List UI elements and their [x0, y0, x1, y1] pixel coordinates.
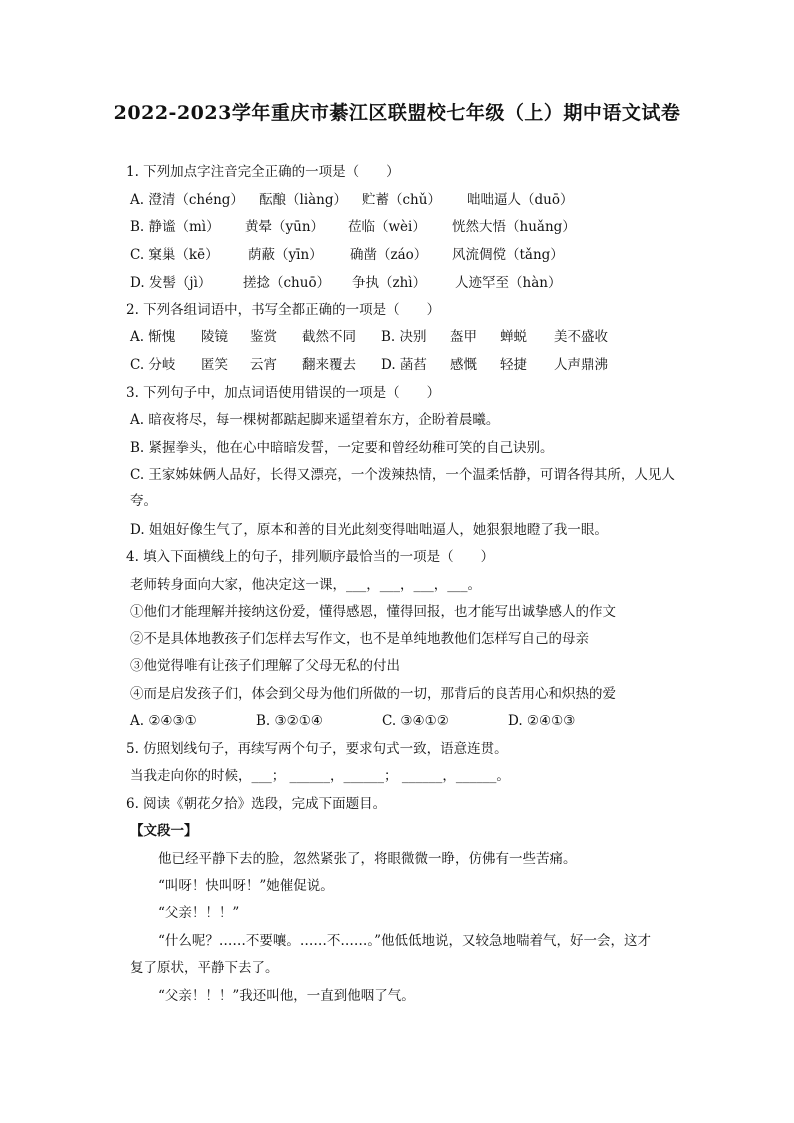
question-4-sentence-1: ①他们才能理解并接纳这份爱，懂得感恩，懂得回报，也才能写出诚挚感人的作文	[130, 604, 616, 620]
page-title: 2022-2023学年重庆市綦江区联盟校七年级（上）期中语文试卷	[113, 102, 681, 124]
option-c-item-1: C. 窠巢（kē）	[130, 247, 219, 263]
passage-paragraph-4-line-1: “什么呢？……不要嚷。……不……。”他低低地说，又较急地喘着气，好一会，这才	[158, 933, 652, 949]
option-a-word-3: 鉴赏	[250, 329, 277, 345]
option-a-item-2: 酝酿（liàng）	[259, 192, 348, 208]
option-a-item-4: 咄咄逼人（duō）	[467, 192, 574, 208]
option-b-word-1: B. 决别	[381, 329, 427, 345]
option-b-item-2: 黄晕（yūn）	[245, 219, 325, 235]
option-a-word-1: A. 惭愧	[130, 329, 176, 345]
option-b-item-4: 恍然大悟（huǎng）	[452, 219, 576, 235]
option-c-item-2: 荫蔽（yīn）	[248, 247, 323, 263]
option-b-word-3: 蝉蜕	[500, 329, 527, 345]
option-c-word-1: C. 分岐	[130, 357, 176, 373]
option-d-item-4: 人迹罕至（hàn）	[455, 275, 562, 291]
option-b-word-2: 盔甲	[450, 329, 477, 345]
question-4-sentence-3: ③他觉得唯有让孩子们理解了父母无私的付出	[130, 658, 400, 674]
option-c-word-2: 匿笑	[201, 357, 228, 373]
option-c-item-4: 风流倜傥（tǎng）	[452, 247, 564, 263]
option-d-word-4: 人声鼎沸	[554, 357, 608, 373]
option-a-item-1: A. 澄清（chéng）	[130, 192, 244, 208]
option-b-item-3: 莅临（wèi）	[348, 219, 426, 235]
question-4-option-b: B. ③②①④	[256, 713, 323, 729]
option-a-word-2: 陵镜	[201, 329, 228, 345]
option-b-item-1: B. 静谧（mì）	[130, 219, 220, 235]
question-4-lead: 老师转身面向大家，他决定这一课，___，___，___，___。	[130, 577, 481, 593]
passage-paragraph-4-line-2: 复了原状，平静下去了。	[130, 960, 279, 976]
option-a-item-3: 贮蓄（chǔ）	[362, 192, 441, 208]
option-d-word-1: D. 菡萏	[381, 357, 427, 373]
option-a-word-4: 截然不同	[302, 329, 356, 345]
section-heading: 【文段一】	[130, 823, 198, 839]
option-c-item-3: 确凿（záo）	[350, 247, 428, 263]
question-4-option-d: D. ②④①③	[508, 713, 576, 729]
question-3-option-d: D. 姐姐好像生气了，原本和善的目光此刻变得咄咄逼人，她狠狠地瞪了我一眼。	[130, 522, 608, 538]
option-b-word-4: 美不盛收	[554, 329, 608, 345]
option-d-item-2: 搓捻（chuō）	[243, 275, 331, 291]
question-4-sentence-2: ②不是具体地教孩子们怎样去写作文，也不是单纯地教他们怎样写自己的母亲	[130, 631, 589, 647]
option-d-item-1: D. 发髻（jì）	[130, 275, 212, 291]
question-4-sentence-4: ④而是启发孩子们，体会到父母为他们所做的一切，那背后的良苦用心和炽热的爱	[130, 686, 616, 702]
option-c-word-4: 翻来覆去	[302, 357, 356, 373]
option-c-word-3: 云宵	[250, 357, 277, 373]
passage-paragraph-1: 他已经平静下去的脸，忽然紧张了，将眼微微一睁，仿佛有一些苦痛。	[158, 851, 577, 867]
question-3-option-c-line-2: 夸。	[130, 493, 157, 509]
question-3-option-c-line-1: C. 王家姊妹俩人品好，长得又漂亮，一个泼辣热情，一个温柔恬静，可谓各得其所，人见人	[130, 467, 675, 483]
question-4-option-a: A. ②④③①	[130, 713, 197, 729]
question-3-option-a: A. 暗夜将尽，每一棵树都踮起脚来遥望着东方，企盼着晨曦。	[130, 412, 500, 428]
option-d-word-3: 轻捷	[500, 357, 527, 373]
question-6-stem: 6. 阅读《朝花夕拾》选段，完成下面题目。	[126, 796, 387, 812]
question-5-fill-line: 当我走向你的时候，___； ______，______； ______，______。	[130, 768, 510, 784]
passage-paragraph-3: “父亲！！！”	[158, 905, 240, 921]
option-d-word-2: 感慨	[450, 357, 477, 373]
option-d-item-3: 争执（zhì）	[352, 275, 427, 291]
question-3-option-b: B. 紧握拳头，他在心中暗暗发誓，一定要和曾经幼稚可笑的自己诀别。	[130, 440, 554, 456]
passage-paragraph-2: “叫呀！快叫呀！”她催促说。	[158, 878, 334, 894]
question-3-stem: 3. 下列句子中，加点词语使用错误的一项是（ ）	[126, 385, 441, 401]
question-1-stem: 1. 下列加点字注音完全正确的一项是（ ）	[126, 164, 400, 180]
question-2-stem: 2. 下列各组词语中，书写全都正确的一项是（ ）	[126, 302, 441, 318]
question-4-option-c: C. ③④①②	[382, 713, 449, 729]
passage-paragraph-5: “父亲！！！”我还叫他，一直到他咽了气。	[158, 988, 415, 1004]
question-5-stem: 5. 仿照划线句子，再续写两个句子，要求句式一致，语意连贯。	[126, 741, 508, 757]
question-4-stem: 4. 填入下面横线上的句子，排列顺序最恰当的一项是（ ）	[126, 549, 495, 565]
